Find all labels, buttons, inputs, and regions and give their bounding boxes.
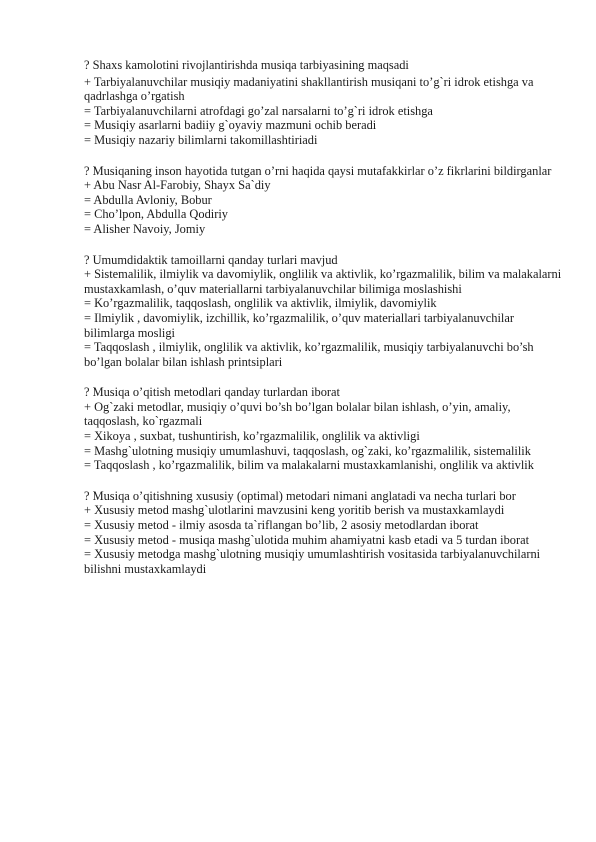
- answer-option: = Xususiy metod - musiqa mashg`ulotida muhim ahamiyatni kasb etadi va 5 turdan iborat: [84, 532, 530, 547]
- answer-option: = Taqqoslash , ilmiylik, onglilik va aktivlik, ko’rgazmalilik, musiqiy tarbiyalanuvchi bo’sh bo’lgan bolalar bilan ishlash printsiplari: [84, 340, 534, 369]
- question-block-2: [84, 164, 564, 237]
- answer-option: = Abdulla Avloniy, Bobur: [84, 192, 212, 207]
- answer-correct: + Sistemalilik, ilmiylik va davomiylik, onglilik va aktivlik, ko’rgazmalilik, bilim va malakalarni mustaxkamlash, o’quv materiallarni tarbiyalanuvchilar bilimiga moslashishi: [84, 267, 562, 296]
- question-block-1: [84, 58, 564, 148]
- answer-option: = Alisher Navoiy, Jomiy: [84, 221, 206, 236]
- answer-option: = Cho’lpon, Abdulla Qodiriy: [84, 207, 228, 222]
- question-block-4: [84, 385, 564, 473]
- answer-option: = Tarbiyalanuvchilarni atrofdagi go’zal narsalarni to’g`ri idrok etishga: [84, 103, 433, 118]
- question-text: ? Umumdidaktik tamoillarni qanday turlari mavjud: [84, 252, 338, 267]
- answer-option: = Mashg`ulotning musiqiy umumlashuvi, taqqoslash, og`zaki, ko’rgazmalilik, sistemalilik: [84, 443, 531, 458]
- question-block-5: [84, 489, 564, 577]
- question-text: ? Musiqaning inson hayotida tutgan o’rni haqida qaysi mutafakkirlar o’z fikrlarini bildirganlar: [84, 163, 552, 178]
- answer-option: = Xususiy metodga mashg`ulotning musiqiy umumlashtirish vositasida tarbiyalanuvchilarni bilishni mustaxkamlaydi: [84, 547, 541, 576]
- question-text: ? Musiqa o’qitishning xususiy (optimal) metodari nimani anglatadi va necha turlari bor: [84, 488, 516, 503]
- answer-option: = Musiqiy asarlarni badiiy g`oyaviy mazmuni ochib beradi: [84, 118, 377, 133]
- answer-option: = Musiqiy nazariy bilimlarni takomillashtiriadi: [84, 132, 318, 147]
- question-block-3: [84, 253, 564, 370]
- test-questions: [84, 58, 564, 592]
- answer-option: = Xikoya , suxbat, tushuntirish, ko’rgazmalilik, onglilik va aktivligi: [84, 429, 420, 444]
- answer-correct: + Abu Nasr Al-Farobiy, Shayx Sa`diy: [84, 178, 271, 193]
- answer-correct: + Tarbiyalanuvchilar musiqiy madaniyatini shakllantirish musiqani to’g`ri idrok etishga va qadrlashga o’rgatish: [84, 74, 534, 104]
- answer-correct: + Xususiy metod mashg`ulotlarini mavzusini keng yoritib berish va mustaxkamlaydi: [84, 503, 505, 518]
- answer-option: = Ilmiylik , davomiylik, izchillik, ko’rgazmalilik, o’quv materiallari tarbiyalanuvchilar bilimlarga mosligi: [84, 310, 514, 340]
- answer-option: = Taqqoslash , ko’rgazmalilik, bilim va malakalarni mustaxkamlanishi, onglilik va aktivlik: [84, 458, 534, 473]
- question-text: ? Shaxs kamolotini rivojlantirishda musiqa tarbiyasining maqsadi: [84, 58, 409, 72]
- answer-option: = Ko’rgazmalilik, taqqoslash, onglilik va aktivlik, ilmiylik, davomiylik: [84, 296, 437, 311]
- answer-option: = Xususiy metod - ilmiy asosda ta`riflangan bo’lib, 2 asosiy metodlardan iborat: [84, 518, 479, 533]
- question-text: ? Musiqa o’qitish metodlari qanday turlardan iborat: [84, 385, 341, 400]
- answer-correct: + Og`zaki metodlar, musiqiy o’quvi bo’sh bo’lgan bolalar bilan ishlash, o’yin, amaliy, taqqoslash, ko`rgazmali: [84, 399, 511, 429]
